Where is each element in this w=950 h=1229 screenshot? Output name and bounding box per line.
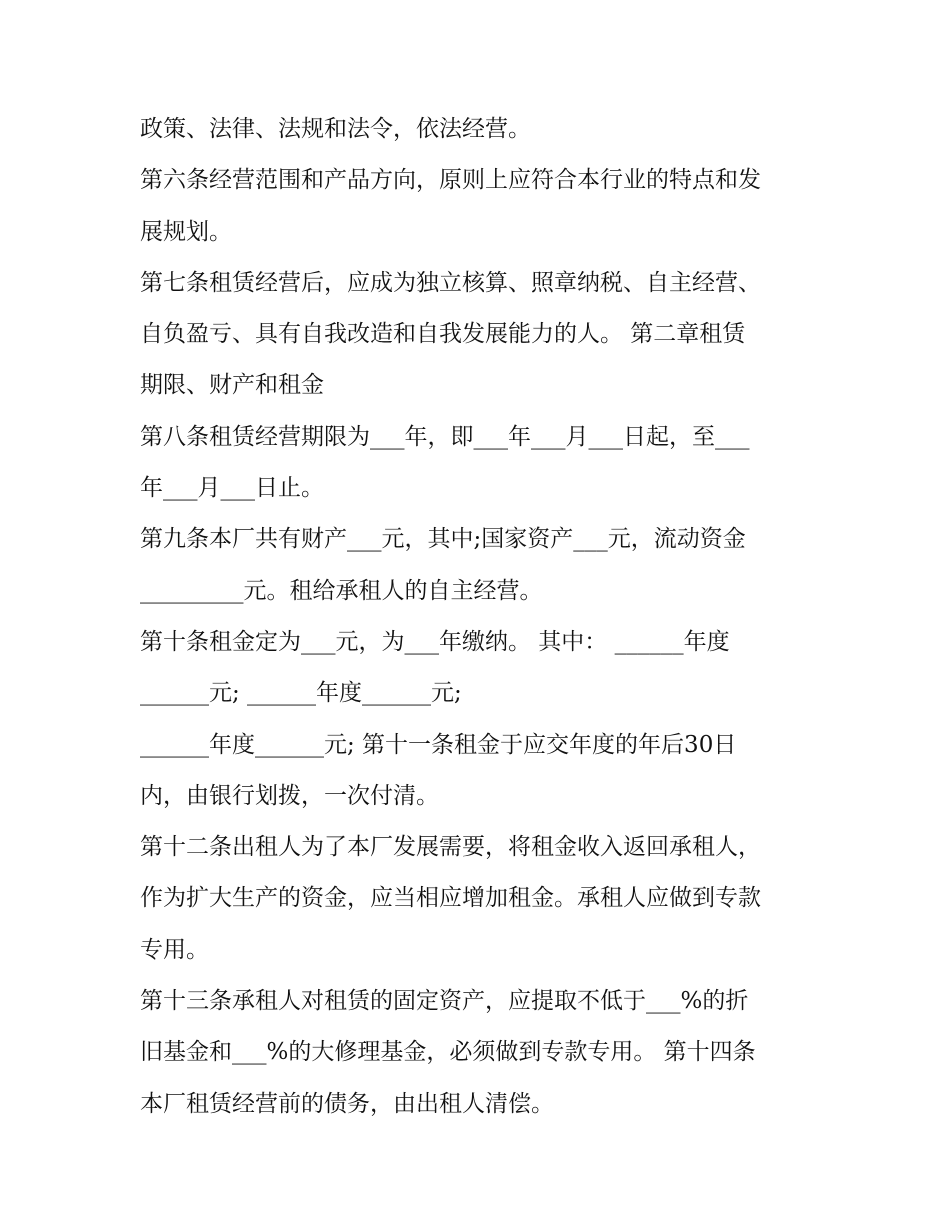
text-line: 专用。: [140, 936, 209, 963]
text-line: ______年度______元; 第十一条租金于应交年度的年后30日: [140, 731, 737, 758]
text-line: 政策、法律、法规和法令，依法经营。: [140, 116, 531, 142]
text-line: 作为扩大生产的资金，应当相应增加租金。承租人应做到专款: [140, 885, 761, 912]
contract-body-text: [140, 104, 820, 1130]
text-line: 第八条租赁经营期限为___年，即___年___月___日起，至___: [140, 423, 750, 450]
text-line: 本厂租赁经营前的债务，由出租人清偿。: [140, 1090, 554, 1117]
text-line: 展规划。: [140, 218, 232, 245]
text-line: 内，由银行划拨，一次付清。: [140, 782, 439, 809]
text-line: 旧基金和___%的大修理基金，必须做到专款专用。 第十四条: [140, 1039, 756, 1066]
text-line: 第九条本厂共有财产___元，其中;国家资产___元，流动资金: [140, 526, 746, 553]
text-line: _________元。租给承租人的自主经营。: [140, 577, 543, 604]
text-line: 第十条租金定为___元，为___年缴纳。 其中： ______年度: [140, 628, 730, 655]
text-line: 第七条租赁经营后，应成为独立核算、照章纳税、自主经营、: [140, 269, 761, 296]
text-line: 第十三条承租人对租赁的固定资产，应提取不低于___%的折: [140, 988, 749, 1015]
text-line: 自负盈亏、具有自我改造和自我发展能力的人。 第二章租赁: [140, 321, 746, 348]
text-line: 年___月___日止。: [140, 475, 324, 502]
text-line: 期限、财产和租金: [140, 372, 324, 399]
text-line: 第十二条出租人为了本厂发展需要，将租金收入返回承租人，: [140, 834, 761, 861]
text-line: 第六条经营范围和产品方向，原则上应符合本行业的特点和发: [140, 167, 761, 194]
text-line: ______元; ______年度______元;: [140, 680, 462, 707]
